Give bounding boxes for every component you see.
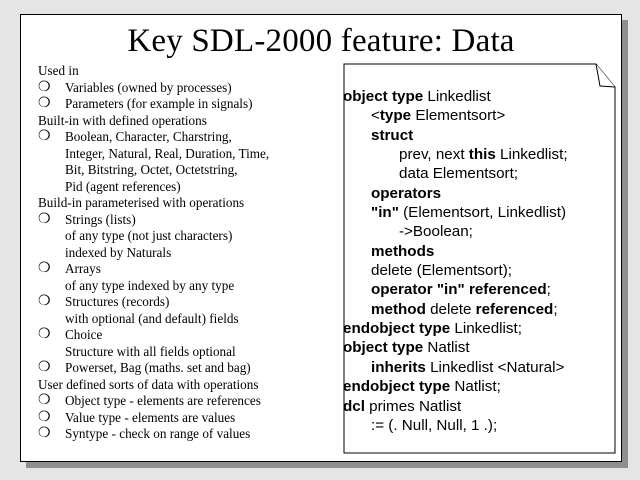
list-item xyxy=(38,393,338,410)
list-item xyxy=(38,261,338,278)
list-item xyxy=(38,212,338,229)
bullet-icon: ❍ xyxy=(38,129,51,144)
code-line xyxy=(343,338,613,357)
code-keyword: referenced xyxy=(475,300,554,318)
code-keyword: endobject type xyxy=(343,378,451,396)
bullet-icon: ❍ xyxy=(38,327,51,342)
code-keyword: operators xyxy=(371,184,442,202)
code-line xyxy=(343,126,613,145)
feature-list xyxy=(38,63,338,443)
code-text: := (. Null, Null, 1 .); xyxy=(371,416,498,434)
code-line xyxy=(343,358,613,377)
code-note xyxy=(343,63,616,454)
code-line xyxy=(343,261,613,280)
list-item-text: Arrays xyxy=(65,261,101,276)
list-item xyxy=(38,129,338,146)
bullet-icon: ❍ xyxy=(38,393,51,408)
code-text: Linkedlist; xyxy=(450,320,522,338)
code-text: Natlist; xyxy=(450,378,501,396)
bullet-icon: ❍ xyxy=(38,96,51,111)
code-line xyxy=(343,87,613,106)
bullet-icon: ❍ xyxy=(38,261,51,276)
bullet-icon: ❍ xyxy=(38,409,51,425)
list-item xyxy=(38,344,338,361)
list-item-text: Used in xyxy=(38,63,79,78)
list-item xyxy=(38,80,338,97)
list-item-text: Boolean, Character, Charstring, xyxy=(65,129,232,144)
code-line xyxy=(343,222,613,241)
list-item xyxy=(38,113,338,130)
list-item-text: with optional (and default) fields xyxy=(65,310,239,326)
list-item xyxy=(38,63,338,80)
code-keyword: this xyxy=(468,146,496,164)
code-keyword: type xyxy=(379,107,412,125)
code-text: delete (Elementsort); xyxy=(371,262,512,280)
code-keyword: dcl xyxy=(343,397,365,415)
code-line xyxy=(343,106,613,125)
code-keyword: object type xyxy=(343,88,424,105)
code-text: delete xyxy=(425,300,476,318)
code-line xyxy=(343,203,613,222)
list-item-text: of any type indexed by any type xyxy=(65,277,235,293)
code-keyword: inherits xyxy=(371,358,426,376)
list-item-text: Integer, Natural, Real, Duration, Time, xyxy=(65,145,270,161)
code-line xyxy=(343,164,613,183)
code-text: ->Boolean; xyxy=(399,223,473,241)
list-item xyxy=(38,195,338,212)
list-item xyxy=(38,179,338,196)
code-line xyxy=(343,300,613,319)
code-keyword: struct xyxy=(371,126,414,144)
bullet-icon: ❍ xyxy=(38,426,51,441)
code-text: Elementsort> xyxy=(411,107,506,125)
list-item-text: User defined sorts of data with operations xyxy=(38,376,259,392)
code-keyword: object type xyxy=(343,339,424,357)
code-line xyxy=(343,319,613,338)
bullet-icon: ❍ xyxy=(38,79,51,95)
list-item-text: indexed by Naturals xyxy=(65,244,172,260)
code-text: ; xyxy=(553,300,558,318)
list-item xyxy=(38,377,338,394)
list-item xyxy=(38,228,338,245)
code-keyword: "in" xyxy=(371,204,399,222)
bullet-icon: ❍ xyxy=(38,360,51,375)
bullet-icon: ❍ xyxy=(38,211,51,227)
list-item-text: of any type (not just characters) xyxy=(65,228,233,243)
slide xyxy=(20,14,622,462)
code-line xyxy=(343,242,613,261)
list-item-text: Structures (records) xyxy=(65,294,170,309)
code-text: Linkedlist <Natural> xyxy=(425,358,565,376)
list-item xyxy=(38,360,338,377)
list-item xyxy=(38,278,338,295)
code-text: primes Natlist xyxy=(364,397,462,415)
list-item-text: Parameters (for example in signals) xyxy=(65,96,253,111)
list-item xyxy=(38,162,338,179)
code-text: data Elementsort; xyxy=(399,165,519,183)
code-line xyxy=(343,377,613,396)
code-keyword: method xyxy=(371,300,426,318)
code-line xyxy=(343,184,613,203)
list-item-text: Structure with all fields optional xyxy=(65,343,236,359)
code-block xyxy=(343,87,613,435)
bullet-icon: ❍ xyxy=(38,294,51,309)
list-item-text: Built-in with defined operations xyxy=(38,112,207,128)
list-item-text: Powerset, Bag (maths. set and bag) xyxy=(65,360,251,375)
code-line xyxy=(343,397,613,416)
code-text: (Elementsort, Linkedlist) xyxy=(398,204,567,222)
code-line xyxy=(343,145,613,164)
code-text: < xyxy=(371,107,380,125)
list-item xyxy=(38,146,338,163)
list-item-text: Pid (agent references) xyxy=(65,178,181,194)
list-item xyxy=(38,426,338,443)
list-item xyxy=(38,96,338,113)
code-text: prev, next xyxy=(399,146,469,164)
list-item xyxy=(38,245,338,262)
code-text: Linkedlist xyxy=(423,88,491,105)
code-text: Natlist xyxy=(423,339,470,357)
list-item xyxy=(38,294,338,311)
code-line xyxy=(343,280,613,299)
list-item xyxy=(38,327,338,344)
list-item-text: Choice xyxy=(65,327,103,342)
slide-title: Key SDL-2000 feature: Data xyxy=(127,23,515,59)
list-item-text: Strings (lists) xyxy=(65,211,136,227)
code-keyword: methods xyxy=(371,242,435,260)
list-item-text: Variables (owned by processes) xyxy=(65,79,232,95)
list-item-text: Value type - elements are values xyxy=(65,409,236,425)
list-item-text: Object type - elements are references xyxy=(65,393,261,408)
list-item-text: Build-in parameterised with operations xyxy=(38,195,245,210)
list-item-text: Syntype - check on range of values xyxy=(65,426,251,441)
code-keyword: endobject type xyxy=(343,320,451,338)
code-keyword: operator "in" referenced xyxy=(371,281,547,299)
list-item xyxy=(38,311,338,328)
code-text: ; xyxy=(546,281,551,299)
code-line xyxy=(343,416,613,435)
code-text: Linkedlist; xyxy=(495,146,568,164)
list-item-text: Bit, Bitstring, Octet, Octetstring, xyxy=(65,162,238,177)
list-item xyxy=(38,410,338,427)
